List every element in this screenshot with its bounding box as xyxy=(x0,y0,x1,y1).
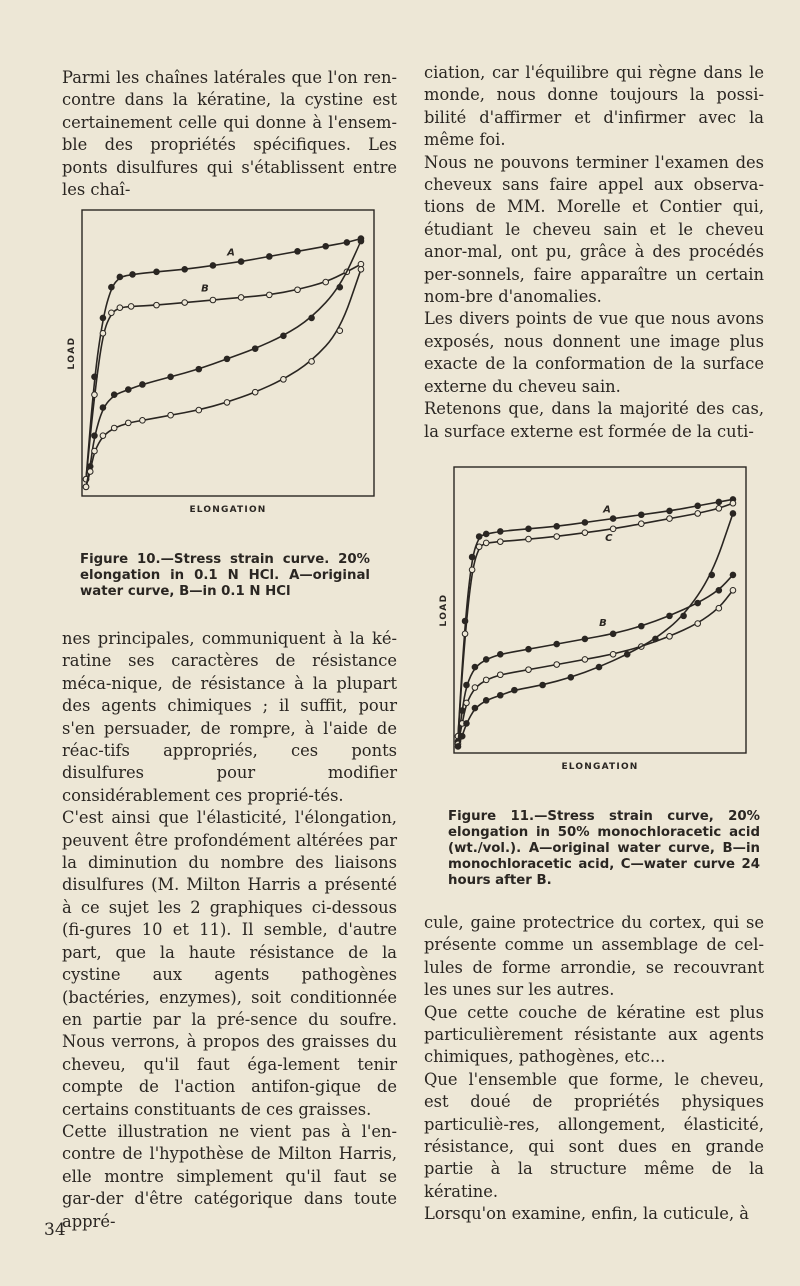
series-c-point xyxy=(730,500,736,506)
series-b-point xyxy=(154,302,160,308)
series-b-offset-line xyxy=(458,590,733,744)
figure-10-chart xyxy=(67,208,388,548)
series-b-point xyxy=(610,631,616,637)
series-b-point xyxy=(92,392,98,398)
series-a-point xyxy=(554,523,560,529)
series-return-point xyxy=(464,721,470,727)
series-b-return-point xyxy=(168,412,174,418)
series-b-point xyxy=(117,305,123,311)
series-c-point xyxy=(483,540,489,546)
series-return-line xyxy=(458,514,733,747)
series-b-point xyxy=(267,292,273,298)
series-a-point xyxy=(238,259,244,265)
series-a-return-line xyxy=(86,241,361,487)
series-return-point xyxy=(540,682,546,688)
x-axis-label: ELONGATION xyxy=(189,505,267,515)
x-axis-label: ELONGATION xyxy=(561,762,639,772)
series-return-point xyxy=(568,675,574,681)
series-b-point xyxy=(716,587,722,593)
series-return-point xyxy=(709,572,715,578)
paragraph: Cette illustration ne vient pas à l'en-contre de l'hypothèse de Milton Harris, elle montre simplement qu'il faut se gar-der d'être catégorique dans toute appré- xyxy=(62,1121,397,1231)
series-b-point xyxy=(582,636,588,642)
series-c-point xyxy=(476,544,482,550)
series-b-return-line xyxy=(86,269,361,487)
series-a-return-point xyxy=(196,366,202,372)
series-a-return-point xyxy=(337,284,343,290)
right-column-top xyxy=(424,62,764,443)
series-b-point xyxy=(639,623,645,629)
left-column-bottom xyxy=(62,628,397,1233)
figure-11-chart xyxy=(439,465,760,805)
series-a-line xyxy=(458,499,733,736)
series-b-offset-point xyxy=(554,662,560,668)
series-return-point xyxy=(483,698,489,704)
paragraph: Nous ne pouvons terminer l'examen des cheveux sans faire appel aux observa-tions de MM. Morelle et Contier qui, étudiant le cheveu sain et le cheveu anor-mal, ont pu, grâce à des procédés per-sonnels, faire apparaître un certain nom-bre d'anomalies. xyxy=(424,152,764,307)
series-a-line xyxy=(86,239,361,480)
series-a-point xyxy=(130,272,136,278)
series-a-point xyxy=(667,508,673,514)
series-b-point xyxy=(295,287,301,293)
series-label: A xyxy=(603,504,611,516)
paragraph: C'est ainsi que l'élasticité, l'élongation, peuvent être profondément altérées par la diminution du nombre des liaisons disulfures (M. Milton Harris a présenté à ce sujet les 2 graphiques ci-dessous (fi-gures 10 et 11). Il semble, d'autre part, que la haute résistance de la cystine aux agents pathogènes (bactéries, enzymes), soit conditionnée en partie par la pré-sence du soufre. Nous verrons, à propos des graisses du cheveu, qu'il faut éga-lement tenir compte de l'action antifon-gique de certains constituants de ces graisses. xyxy=(62,808,397,1119)
series-c-point xyxy=(582,530,588,536)
series-a-return-point xyxy=(100,405,106,411)
series-b-offset-point xyxy=(526,667,532,673)
series-a-point xyxy=(100,315,106,321)
series-a-point xyxy=(182,266,188,272)
series-b-return-point xyxy=(337,328,343,334)
series-a-point xyxy=(582,520,588,526)
series-b-return-point xyxy=(281,377,287,383)
series-b-point xyxy=(667,613,673,619)
y-axis-label: LOAD xyxy=(67,336,77,370)
series-b-return-point xyxy=(358,266,364,272)
series-b-point xyxy=(730,572,736,578)
paragraph: nes principales, communiquent à la ké-ratine ses caractères de résistance méca-nique, de résistance à la plupart des agents chimiques ; il suffit, pour s'en persuader, de rompre, à l'aide de réac-tifs appropriés, ces ponts disulfures pour modifier considérablement ces proprié-tés. xyxy=(62,629,397,805)
series-b-point xyxy=(695,600,701,606)
series-a-point xyxy=(483,531,489,537)
series-c-point xyxy=(526,536,532,542)
series-c-point xyxy=(554,534,560,540)
series-a-return-point xyxy=(224,356,230,362)
series-return-point xyxy=(730,511,736,517)
series-b-return-point xyxy=(126,420,132,426)
series-b-return-point xyxy=(224,400,230,406)
series-label: B xyxy=(599,617,607,629)
paragraph: Lorsqu'on examine, enfin, la cuticule, à xyxy=(424,1204,750,1224)
series-b-offset-point xyxy=(610,651,616,657)
series-b-point xyxy=(323,279,329,285)
series-b-point xyxy=(182,300,188,306)
figure-11-caption: Figure 11.—Stress strain curve, 20% elongation in 50% monochloracetic acid (wt./vol.). A—original water curve, B—in monochloracetic acid, C—water curve 24 hours after B. xyxy=(448,809,760,888)
paragraph: Que cette couche de kératine est plus particulièrement résistante aux agents chimiques, pathogènes, etc... xyxy=(424,1002,764,1067)
series-c-line xyxy=(458,503,733,736)
series-b-offset-point xyxy=(716,605,722,611)
series-c-point xyxy=(498,539,504,545)
series-b-offset-point xyxy=(498,672,504,678)
series-a-return-point xyxy=(358,238,364,244)
series-b-offset-point xyxy=(695,621,701,627)
series-b-point xyxy=(526,646,532,652)
series-return-point xyxy=(472,705,478,711)
series-a-point xyxy=(117,274,123,280)
series-a-point xyxy=(639,512,645,518)
series-return-point xyxy=(624,651,630,657)
series-b-point xyxy=(109,310,115,316)
series-b-offset-point xyxy=(667,634,673,640)
series-return-point xyxy=(681,613,687,619)
series-label: A xyxy=(227,247,235,259)
series-a-point xyxy=(344,240,350,246)
series-return-point xyxy=(498,692,504,698)
series-c-point xyxy=(667,516,673,522)
series-a-return-point xyxy=(281,333,287,339)
series-a-point xyxy=(469,554,475,560)
figure-10-caption: Figure 10.—Stress strain curve. 20% elongation in 0.1 N HCl. A—original water curve, B—in 0.1 N HCl xyxy=(80,552,370,599)
paragraph: Que l'ensemble que forme, le cheveu, est doué de propriétés physiques particuliè-res, allongement, élasticité, résistance, qui sont dues en grande partie à la structure même de la kératine. xyxy=(424,1069,764,1201)
series-b-point xyxy=(128,304,134,310)
page-number: 34 xyxy=(44,1220,66,1240)
series-a-return-point xyxy=(111,392,117,398)
series-return-point xyxy=(459,733,465,739)
paragraph: ciation, car l'équilibre qui règne dans le monde, nous donne toujours la possi-bilité d'affirmer et d'infirmer avec la même foi. xyxy=(424,63,764,150)
plot-frame xyxy=(454,467,746,753)
series-a-return-point xyxy=(92,433,98,439)
paragraph: Parmi les chaînes latérales que l'on ren-contre dans la kératine, la cystine est certainement celle qui donne à l'ensem-ble des propriétés spécifiques. Les ponts disulfures qui s'établissent entre les chaî- xyxy=(62,68,397,200)
left-column-top xyxy=(62,67,397,201)
series-a-point xyxy=(109,284,115,290)
series-a-point xyxy=(323,243,329,249)
series-return-point xyxy=(512,687,518,693)
series-return-point xyxy=(653,636,659,642)
series-a-return-point xyxy=(168,374,174,380)
series-b-return-point xyxy=(196,407,202,413)
y-axis-label: LOAD xyxy=(439,593,449,627)
series-a-point xyxy=(295,249,301,255)
series-c-point xyxy=(469,567,475,573)
series-b-point xyxy=(483,657,489,663)
series-c-point xyxy=(639,521,645,527)
series-b-offset-point xyxy=(483,677,489,683)
series-return-point xyxy=(596,664,602,670)
series-b-offset-point xyxy=(582,657,588,663)
series-return-point xyxy=(455,744,461,750)
series-b-point xyxy=(100,330,106,336)
series-a-point xyxy=(154,269,160,275)
series-a-point xyxy=(695,503,701,509)
figure-10 xyxy=(67,208,388,600)
series-b-point xyxy=(472,664,478,670)
series-a-point xyxy=(716,499,722,505)
series-b-line xyxy=(86,264,361,479)
series-a-return-point xyxy=(252,346,258,352)
series-b-point xyxy=(210,297,216,303)
series-label: C xyxy=(605,532,613,544)
series-b-offset-point xyxy=(464,700,470,706)
series-a-return-point xyxy=(126,387,132,393)
figure-11 xyxy=(439,465,760,889)
series-b-offset-point xyxy=(730,587,736,593)
series-b-point xyxy=(498,651,504,657)
series-a-return-point xyxy=(309,315,315,321)
series-b-return-point xyxy=(140,418,146,424)
paragraph: Les divers points de vue que nous avons exposés, nous donnent une image plus exacte de la conformation de la surface externe du cheveu sain. xyxy=(424,309,764,396)
series-b-point xyxy=(554,641,560,647)
series-label: B xyxy=(201,283,209,295)
series-a-point xyxy=(610,516,616,522)
series-b-point xyxy=(464,682,470,688)
series-a-point xyxy=(267,254,273,260)
series-b-return-point xyxy=(111,425,117,431)
series-a-point xyxy=(210,263,216,269)
right-column-bottom xyxy=(424,912,764,1226)
series-b-point xyxy=(238,295,244,301)
series-c-point xyxy=(716,506,722,512)
series-b-return-point xyxy=(92,448,98,454)
series-b-return-point xyxy=(83,484,89,490)
series-a-point xyxy=(498,529,504,535)
series-a-return-point xyxy=(140,382,146,388)
series-c-point xyxy=(695,511,701,517)
series-c-point xyxy=(462,631,468,637)
paragraph: Retenons que, dans la majorité des cas, la surface externe est formée de la cuti- xyxy=(424,399,764,441)
series-b-return-point xyxy=(87,469,93,475)
paragraph: cule, gaine protectrice du cortex, qui se présente comme un assemblage de cel-lules de forme arrondie, se recouvrant les unes sur les autres. xyxy=(424,913,764,1000)
series-c-point xyxy=(610,526,616,532)
series-a-point xyxy=(476,534,482,540)
series-a-point xyxy=(526,526,532,532)
series-b-return-point xyxy=(100,433,106,439)
series-b-return-point xyxy=(309,359,315,365)
series-b-offset-point xyxy=(472,685,478,691)
series-b-return-point xyxy=(252,389,258,395)
